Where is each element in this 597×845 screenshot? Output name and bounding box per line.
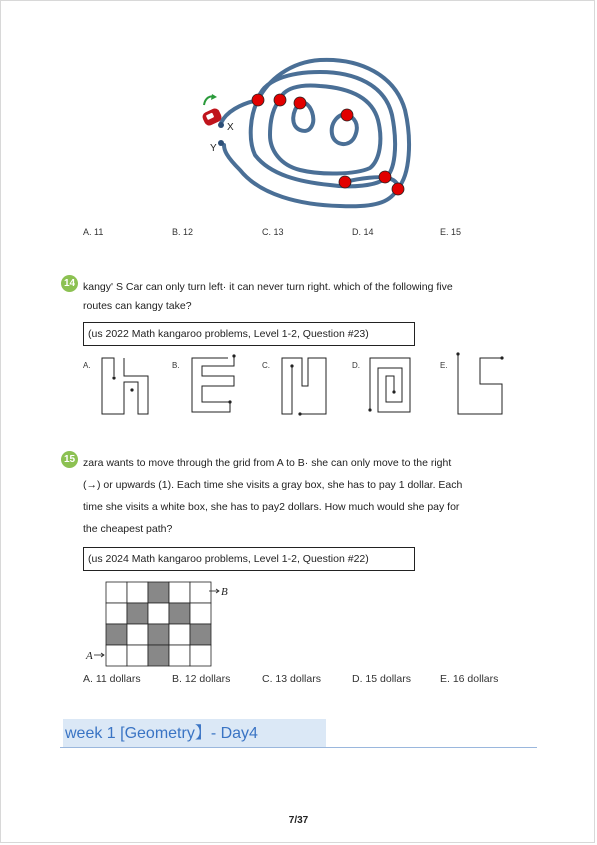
q14-text-line1: kangy' S Car can only turn left· it can never turn right. which of the following five (83, 281, 453, 293)
route-label-a[interactable]: A. (83, 361, 91, 370)
maze-label-x: X (227, 122, 234, 133)
q15-text-line4: the cheapest path? (83, 523, 173, 535)
route-a-figure (98, 352, 154, 418)
grid-label-b: B (221, 586, 228, 598)
q15-option-c[interactable]: C. 13 dollars (262, 673, 321, 685)
question-number-15: 15 (61, 451, 78, 468)
route-e-figure (454, 352, 510, 418)
q14-source: (us 2022 Math kangaroo problems, Level 1-2, Question #23) (83, 322, 415, 346)
maze-figure (190, 55, 415, 215)
route-c-figure (278, 352, 334, 418)
q15-text-line2: (→) or upwards (1). Each time she visits a gray box, she has to pay 1 dollar. Each (83, 479, 463, 491)
route-label-d[interactable]: D. (352, 361, 360, 370)
page-number: 7/37 (288, 815, 309, 826)
route-label-e[interactable]: E. (440, 361, 448, 370)
route-b-figure (188, 352, 244, 418)
q13-option-a[interactable]: A. 11 (83, 227, 104, 237)
grid-label-a: A (86, 650, 93, 662)
q15-option-d[interactable]: D. 15 dollars (352, 673, 411, 685)
q15-option-b[interactable]: B. 12 dollars (172, 673, 231, 685)
cost-grid-figure (84, 578, 244, 670)
q13-option-c[interactable]: C. 13 (262, 227, 284, 237)
maze-label-y: Y (210, 143, 217, 154)
q13-option-b[interactable]: B. 12 (172, 227, 194, 237)
q14-text-line2: routes can kangy take? (83, 300, 192, 312)
question-number-14: 14 (61, 275, 78, 292)
route-label-b[interactable]: B. (172, 361, 180, 370)
q15-text-line1: zara wants to move through the grid from A to B· she can only move to the right (83, 457, 452, 469)
route-label-c[interactable]: C. (262, 361, 270, 370)
q13-option-e[interactable]: E. 15 (440, 227, 462, 237)
section-heading: week 1 [Geometry】- Day4 (63, 719, 326, 747)
q15-source: (us 2024 Math kangaroo problems, Level 1-2, Question #22) (83, 547, 415, 571)
heading-underline (60, 747, 537, 748)
q13-option-d[interactable]: D. 14 (352, 227, 374, 237)
q15-option-a[interactable]: A. 11 dollars (83, 673, 141, 685)
route-d-figure (366, 352, 422, 418)
q15-option-e[interactable]: E. 16 dollars (440, 673, 499, 685)
q15-text-line3: time she visits a white box, she has to pay2 dollars. How much would she pay for (83, 501, 460, 513)
